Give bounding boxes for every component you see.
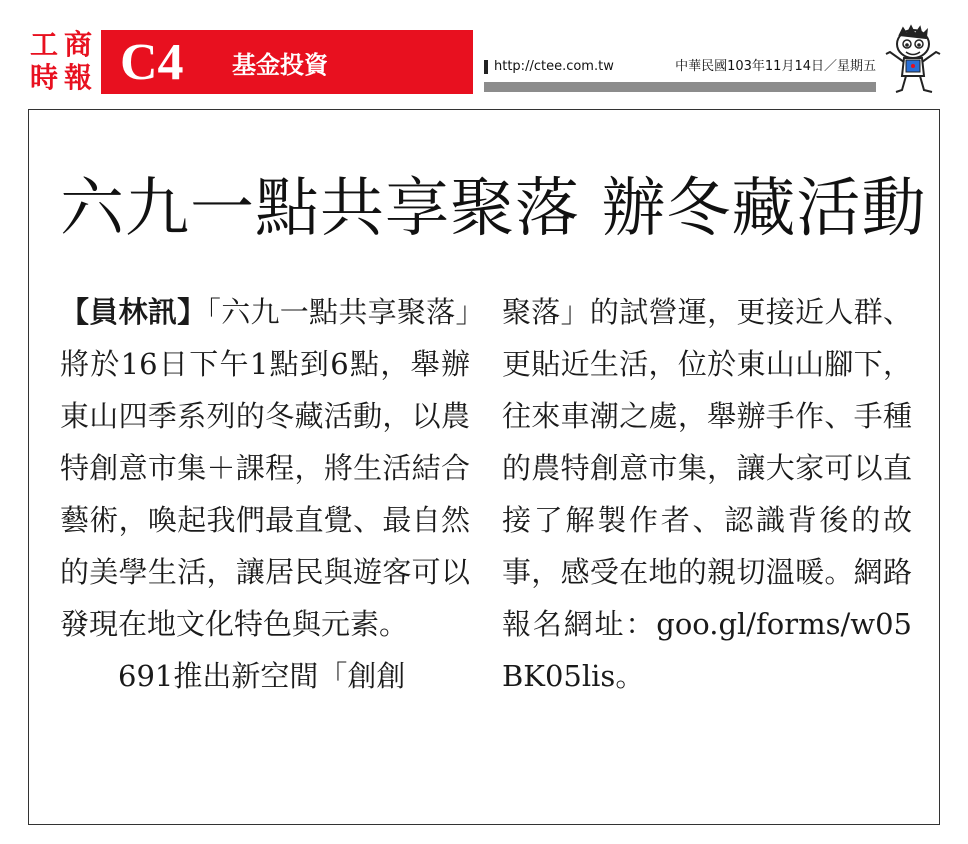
newspaper-mascot-icon <box>880 24 946 98</box>
section-banner <box>101 30 473 94</box>
section-code-box <box>104 33 208 91</box>
logo-char-3: 時 <box>29 61 58 94</box>
article-paragraph-1: 「六九一點共享聚落」將於16日下午1點到6點，舉辦東山四季系列的冬藏活動，以農特創意市集＋課程，將生活結合藝術，喚起我們最直覺、最自然的美學生活，讓居民與遊客可以發現在地文化特色與元素。 <box>60 295 470 641</box>
article-column-right <box>502 286 912 702</box>
article-closing: 。 <box>615 659 645 693</box>
article-paragraph-2-start: 691推出新空間「創創 <box>60 659 406 693</box>
issue-date: 中華民國103年11月14日／星期五 <box>675 59 876 74</box>
newspaper-logo <box>27 28 95 94</box>
article-paragraph-2-continued: 聚落」的試營運，更接近人群、更貼近生活，位於東山山腳下，往來車潮之處，舉辦手作、手種的農特創意市集，讓大家可以直接了解製作者、認識背後的故事，感受在地的親切溫暖。網路報名網址： <box>502 295 912 641</box>
article-headline: 六九一點共享聚落 辦冬藏活動 <box>60 172 927 246</box>
issue-info <box>484 58 876 76</box>
logo-char-2: 商 <box>63 28 92 61</box>
section-name: 基金投資 <box>232 51 328 79</box>
article-column-left <box>60 286 470 702</box>
site-url[interactable]: http://ctee.com.tw <box>494 59 614 74</box>
logo-char-1: 工 <box>29 28 58 61</box>
logo-char-4: 報 <box>63 61 92 94</box>
header-divider-bar <box>484 82 876 92</box>
masthead <box>0 0 968 110</box>
section-code: C4 <box>120 34 184 91</box>
byline: 【員林訊】 <box>60 295 207 329</box>
bullet-bar-icon <box>484 60 488 74</box>
signup-url[interactable]: goo.gl/forms/w05BK05lis <box>502 607 912 693</box>
